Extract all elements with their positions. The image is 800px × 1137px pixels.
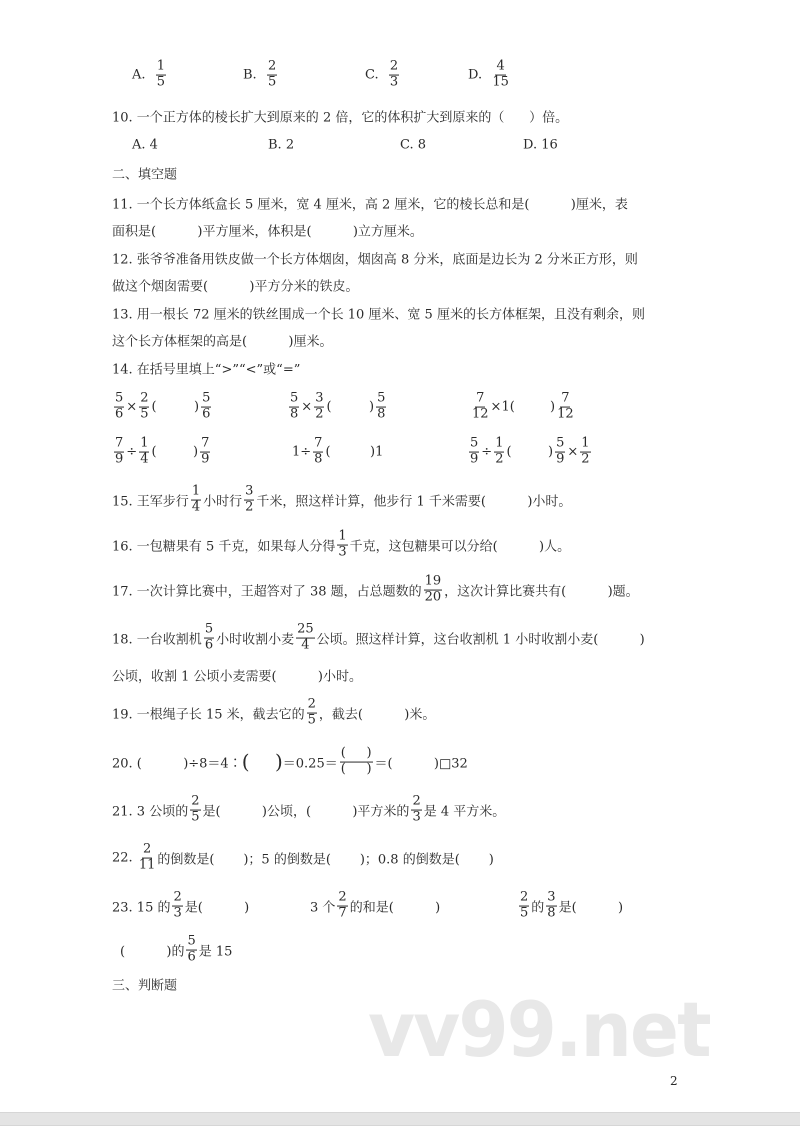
q16-cell bbox=[112, 530, 570, 561]
fraction bbox=[519, 891, 529, 922]
fraction-numerator: 7 bbox=[561, 390, 570, 406]
text-segment: 公顷。照这样计算，这台收割机 1 小时收割小麦( ) bbox=[316, 632, 645, 648]
q10-options-cell bbox=[268, 138, 294, 153]
fraction-numerator: 1 bbox=[191, 483, 201, 499]
text-segment: )1 bbox=[370, 444, 384, 460]
text-segment: ) bbox=[193, 444, 199, 460]
text-segment: 是( ) bbox=[184, 900, 250, 916]
text-segment: 的 bbox=[531, 900, 545, 916]
fraction-numerator: 1 bbox=[156, 58, 166, 74]
fraction-denominator: 3 bbox=[412, 809, 421, 825]
fraction bbox=[267, 60, 277, 91]
fraction-numerator: 7 bbox=[201, 435, 210, 451]
q13-line1-cell bbox=[112, 304, 645, 323]
q10-options-cell bbox=[132, 138, 158, 153]
fraction-numerator: 1 bbox=[140, 435, 149, 451]
q9-options-cell bbox=[468, 60, 511, 91]
q14-row2-cell bbox=[370, 445, 383, 460]
q15-cell bbox=[112, 485, 571, 516]
text-segment: 小时行 bbox=[203, 494, 243, 510]
text-segment: ，这次计算比赛共有( )题。 bbox=[444, 584, 639, 600]
q10-options-cell bbox=[400, 138, 426, 153]
fraction-numerator: 5 bbox=[202, 390, 211, 406]
text-segment: 13. 用一根长 72 厘米的铁丝围成一个长 10 厘米、宽 5 厘米的长方体框架，且没有剩余，则 bbox=[112, 307, 645, 323]
fraction-denominator: 6 bbox=[202, 406, 211, 422]
fraction-numerator: 2 bbox=[173, 889, 182, 905]
fraction-numerator: 2 bbox=[520, 889, 529, 905]
fraction-numerator: 3 bbox=[315, 390, 324, 406]
text-segment: ×1( bbox=[490, 399, 515, 415]
fraction bbox=[172, 891, 182, 922]
text-segment: 的和是( ) bbox=[349, 900, 441, 916]
text-segment: 是( ) bbox=[558, 900, 624, 916]
fraction-denominator: 8 bbox=[314, 451, 323, 467]
q23-cell bbox=[112, 891, 249, 922]
text-segment: 18. 一台收割机 bbox=[112, 632, 202, 648]
fraction bbox=[411, 795, 421, 826]
text-segment: 1÷ bbox=[292, 444, 312, 460]
fraction-denominator: 2 bbox=[315, 406, 324, 422]
q14-row1-cell bbox=[550, 392, 576, 423]
text-segment: D. bbox=[468, 67, 491, 83]
fraction-denominator: ( ) bbox=[340, 761, 372, 777]
fraction bbox=[492, 60, 509, 91]
fraction bbox=[114, 437, 124, 468]
fraction bbox=[337, 530, 347, 561]
fraction-numerator: 2 bbox=[307, 696, 316, 712]
q14-row2-cell bbox=[193, 437, 212, 468]
text-segment: 15. 王军步行 bbox=[112, 494, 189, 510]
text-segment: ( bbox=[506, 444, 512, 460]
fraction bbox=[289, 392, 299, 423]
fraction-denominator: 12 bbox=[557, 406, 574, 422]
q12-line2-cell bbox=[112, 276, 358, 295]
text-segment: ( bbox=[326, 399, 332, 415]
fraction-numerator: 2 bbox=[389, 58, 399, 74]
text-segment: 11. 一个长方体纸盒长 5 厘米，宽 4 厘米，高 2 厘米，它的棱长总和是( )厘米，表 bbox=[112, 197, 628, 213]
text-segment: 的倒数是( )；5 的倒数是( )；0.8 的倒数是( ) bbox=[157, 852, 494, 868]
fraction-numerator: ( ) bbox=[340, 745, 372, 761]
q11-line2-cell bbox=[112, 221, 423, 240]
q17-cell bbox=[112, 575, 639, 606]
fraction-numerator: 2 bbox=[140, 390, 149, 406]
text-segment: C. 8 bbox=[400, 137, 427, 153]
fraction-denominator: 8 bbox=[377, 406, 386, 422]
text-segment: ＝0.25＝ bbox=[282, 756, 338, 772]
fraction-denominator: 7 bbox=[338, 905, 347, 921]
q18-line1-cell bbox=[112, 623, 645, 654]
fraction-numerator: 5 bbox=[556, 435, 565, 451]
q12-line1-cell bbox=[112, 249, 638, 268]
fraction-numerator: 1 bbox=[495, 435, 504, 451]
section-fill-blank-cell bbox=[112, 164, 177, 183]
text-segment: A. 4 bbox=[132, 137, 158, 153]
q9-options-cell bbox=[132, 60, 168, 91]
text-segment: × bbox=[567, 444, 579, 460]
q14-cell bbox=[112, 359, 300, 378]
fraction bbox=[296, 623, 315, 654]
text-segment: ÷ bbox=[126, 444, 138, 460]
q14-row1-cell bbox=[369, 392, 388, 423]
fraction-numerator: 1 bbox=[338, 528, 347, 544]
fraction-numerator: 1 bbox=[581, 435, 590, 451]
fraction bbox=[555, 437, 565, 468]
text-segment: 公顷，收割 1 公顷小麦需要( )小时。 bbox=[112, 669, 363, 685]
text-segment: × bbox=[126, 399, 138, 415]
fraction-numerator: 2 bbox=[338, 889, 347, 905]
text-segment: 做这个烟囱需要( )平方分米的铁皮。 bbox=[112, 279, 359, 295]
fraction bbox=[244, 485, 254, 516]
fraction-numerator: 5 bbox=[187, 933, 196, 949]
fraction-denominator: 20 bbox=[424, 589, 442, 605]
fraction-denominator: 8 bbox=[547, 905, 556, 921]
section-true-false-cell bbox=[112, 975, 177, 994]
fraction-denominator: 6 bbox=[204, 637, 214, 653]
q23-b-cell bbox=[120, 935, 232, 966]
text-segment: 三、判断题 bbox=[112, 978, 178, 994]
fraction-denominator: 2 bbox=[581, 451, 590, 467]
text-segment: 是 15 bbox=[198, 944, 233, 960]
text-segment: × bbox=[301, 399, 313, 415]
watermark: vv99.net bbox=[368, 985, 710, 1074]
fraction bbox=[114, 392, 124, 423]
fraction-denominator: 3 bbox=[389, 74, 399, 90]
text-segment: 21. 3 公顷的 bbox=[112, 804, 189, 820]
fraction-denominator: 4 bbox=[301, 637, 310, 653]
fraction bbox=[156, 60, 166, 91]
fraction-numerator: 2 bbox=[142, 841, 152, 857]
text-segment: 20. ( )÷8＝4∶ bbox=[112, 756, 242, 772]
text-segment: D. 16 bbox=[523, 137, 558, 153]
fraction bbox=[424, 575, 443, 606]
fraction-numerator: 7 bbox=[314, 435, 323, 451]
text-segment: 是 4 平方米。 bbox=[423, 804, 506, 820]
fraction bbox=[201, 392, 211, 423]
text-segment: 19. 一根绳子长 15 米，截去它的 bbox=[112, 707, 305, 723]
text-segment: ) bbox=[194, 399, 200, 415]
fraction-numerator: 3 bbox=[245, 483, 254, 499]
text-segment: 千米，照这样计算，他步行 1 千米需要( )小时。 bbox=[256, 494, 572, 510]
fraction-numerator: 5 bbox=[377, 390, 386, 406]
fraction-denominator: 4 bbox=[191, 499, 201, 515]
fraction-numerator: 5 bbox=[470, 435, 479, 451]
fraction-numerator: 2 bbox=[412, 793, 421, 809]
fraction-denominator: 9 bbox=[470, 451, 479, 467]
fraction-denominator: 3 bbox=[338, 544, 347, 560]
fraction-denominator: 6 bbox=[187, 949, 196, 965]
fraction-numerator: 4 bbox=[496, 58, 505, 74]
text-segment: 这个长方体框架的高是( )厘米。 bbox=[112, 334, 333, 350]
text-segment: ) bbox=[548, 444, 554, 460]
q23-cell bbox=[517, 891, 623, 922]
text-segment: 12. 张爷爷准备用铁皮做一个长方体烟囱，烟囱高 8 分米，底面是边长为 2 分米正方形，则 bbox=[112, 252, 638, 268]
text-segment: ( )的 bbox=[120, 944, 185, 960]
q9-options-cell bbox=[365, 60, 401, 91]
q18-line2-cell bbox=[112, 666, 362, 685]
q19-cell bbox=[112, 698, 435, 729]
fraction bbox=[546, 891, 556, 922]
fraction-denominator: 6 bbox=[115, 406, 124, 422]
text-segment: 小时收割小麦 bbox=[216, 632, 295, 648]
fraction-numerator: 7 bbox=[476, 390, 485, 406]
q23-cell bbox=[310, 891, 440, 922]
text-segment: ＝( )□32 bbox=[374, 756, 468, 772]
fraction bbox=[494, 437, 504, 468]
fraction-denominator: 5 bbox=[140, 406, 149, 422]
fraction-numerator: 5 bbox=[204, 621, 214, 637]
text-segment: ( bbox=[151, 444, 157, 460]
fraction bbox=[313, 437, 323, 468]
text-segment: ( bbox=[151, 399, 157, 415]
text-segment: 3 个 bbox=[310, 900, 336, 916]
text-segment: B. 2 bbox=[268, 137, 295, 153]
text-segment: C. bbox=[365, 67, 387, 83]
fraction bbox=[389, 60, 399, 91]
text-segment: ÷ bbox=[481, 444, 493, 460]
fraction-numerator: 7 bbox=[115, 435, 124, 451]
text-segment: 22. bbox=[112, 850, 137, 866]
q14-row1-cell bbox=[287, 392, 332, 423]
page-number: 2 bbox=[670, 1074, 678, 1088]
q22-cell bbox=[112, 843, 494, 874]
fraction bbox=[139, 843, 156, 874]
text-segment: 是( )公顷，( )平方米的 bbox=[202, 804, 410, 820]
q20-cell bbox=[112, 747, 468, 778]
fraction-numerator: 25 bbox=[297, 621, 314, 637]
q10-options-cell bbox=[523, 138, 558, 153]
fraction bbox=[191, 485, 201, 516]
fraction bbox=[314, 392, 324, 423]
fraction-numerator: 2 bbox=[191, 793, 200, 809]
q14-row2-cell bbox=[548, 437, 593, 468]
text-segment: 10. 一个正方体的棱长扩大到原来的 2 倍，它的体积扩大到原来的（ ）倍。 bbox=[112, 110, 569, 126]
q9-options-cell bbox=[243, 60, 279, 91]
q21-cell bbox=[112, 795, 505, 826]
fraction-denominator: 5 bbox=[307, 712, 316, 728]
q14-row2-cell bbox=[292, 437, 331, 468]
text-segment: 面积是( )平方厘米，体积是( )立方厘米。 bbox=[112, 224, 423, 240]
fraction bbox=[376, 392, 386, 423]
text-segment: ( bbox=[325, 444, 331, 460]
q14-row1-cell bbox=[112, 392, 157, 423]
fraction bbox=[337, 891, 347, 922]
fraction bbox=[186, 935, 196, 966]
fraction bbox=[204, 623, 214, 654]
fraction bbox=[580, 437, 590, 468]
fraction bbox=[469, 437, 479, 468]
fraction bbox=[139, 437, 149, 468]
fraction bbox=[190, 795, 200, 826]
fraction-denominator: 4 bbox=[140, 451, 149, 467]
fraction-denominator: 9 bbox=[201, 451, 210, 467]
fraction-numerator: 5 bbox=[115, 390, 124, 406]
text-segment: A. bbox=[132, 67, 154, 83]
q14-row1-cell bbox=[194, 392, 213, 423]
text-segment: ，截去( )米。 bbox=[318, 707, 436, 723]
fraction-numerator: 5 bbox=[290, 390, 299, 406]
q10-cell bbox=[112, 107, 568, 126]
fraction-denominator: 12 bbox=[472, 406, 489, 422]
fraction-numerator: 2 bbox=[267, 58, 277, 74]
fraction-denominator: 9 bbox=[556, 451, 565, 467]
fraction bbox=[307, 698, 317, 729]
text-segment: 16. 一包糖果有 5 千克，如果每人分得 bbox=[112, 539, 336, 555]
fraction-numerator: 3 bbox=[547, 889, 556, 905]
text-segment: B. bbox=[243, 67, 265, 83]
text-segment: ) bbox=[550, 399, 556, 415]
fraction-denominator: 5 bbox=[191, 809, 200, 825]
fraction-denominator: 3 bbox=[173, 905, 182, 921]
fraction-numerator: 19 bbox=[424, 573, 442, 589]
text-segment: 23. 15 的 bbox=[112, 900, 171, 916]
q14-row2-cell bbox=[112, 437, 157, 468]
q14-row2-cell bbox=[467, 437, 512, 468]
fraction bbox=[139, 392, 149, 423]
text-segment: 二、填空题 bbox=[112, 167, 178, 183]
text-segment: ) bbox=[369, 399, 375, 415]
blank-parenthesis: ( ) bbox=[241, 750, 283, 774]
fraction-denominator: 9 bbox=[115, 451, 124, 467]
fraction-denominator: 5 bbox=[267, 74, 277, 90]
page-separator bbox=[0, 1112, 800, 1126]
fraction bbox=[472, 392, 489, 423]
text-segment: 17. 一次计算比赛中，王超答对了 38 题，占总题数的 bbox=[112, 584, 422, 600]
fraction bbox=[340, 747, 373, 778]
fraction-denominator: 15 bbox=[492, 74, 509, 90]
fraction-denominator: 2 bbox=[245, 499, 254, 515]
fraction bbox=[557, 392, 574, 423]
q14-row1-cell bbox=[470, 392, 515, 423]
fraction-denominator: 8 bbox=[290, 406, 299, 422]
text-segment: 千克，这包糖果可以分给( )人。 bbox=[349, 539, 571, 555]
fraction-denominator: 11 bbox=[138, 857, 156, 873]
fraction-denominator: 5 bbox=[520, 905, 529, 921]
text-segment: 14. 在括号里填上“>”“<”或“=” bbox=[112, 362, 301, 378]
q11-line1-cell bbox=[112, 194, 628, 213]
fraction bbox=[200, 437, 210, 468]
fraction-denominator: 5 bbox=[156, 74, 166, 90]
fraction-denominator: 2 bbox=[495, 451, 504, 467]
q13-line2-cell bbox=[112, 331, 332, 350]
